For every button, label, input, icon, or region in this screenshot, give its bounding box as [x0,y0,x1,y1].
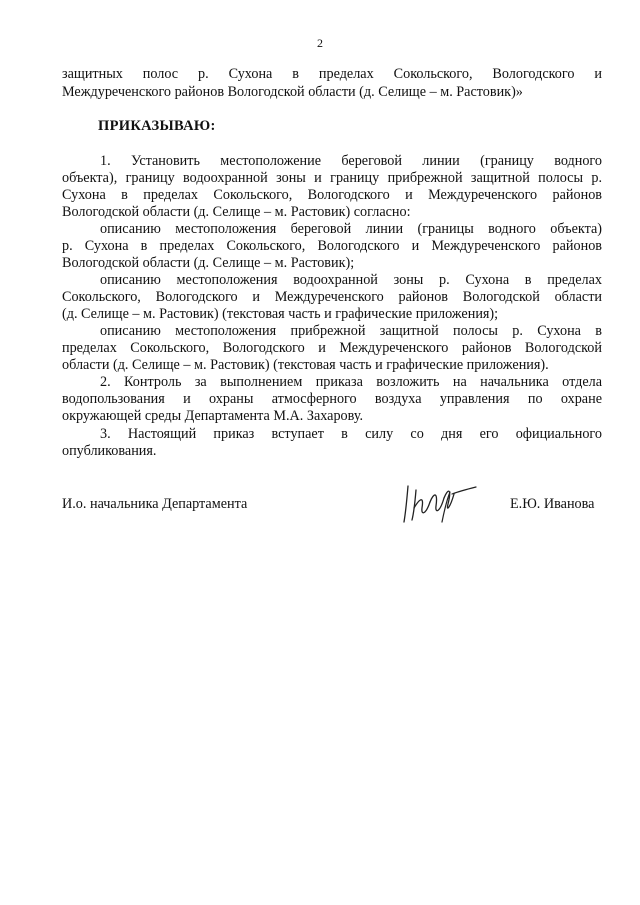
order-heading: ПРИКАЗЫВАЮ: [98,118,216,134]
description-2-line: описанию местоположения водоохранной зоны р. Сухона в пределах [100,272,602,288]
item-3-line: опубликования. [62,443,157,459]
description-1-line: Вологодской области (д. Селище – м. Растовик); [62,255,355,271]
handwritten-signature [398,478,478,526]
preamble-line: защитных полос р. Сухона в пределах Сокольского, Вологодского и [62,66,602,82]
item-1-line: Сухона в пределах Сокольского, Вологодского и Междуреченского районов [62,187,602,203]
preamble-line: Междуреченского районов Вологодской области (д. Селище – м. Растовик)» [62,84,523,100]
description-1-line: описанию местоположения береговой линии (границы водного объекта) [100,221,602,237]
description-1-line: р. Сухона в пределах Сокольского, Вологодского и Междуреченского районов [62,238,602,254]
description-3-line: области (д. Селище – м. Растовик) (текстовая часть и графические приложения). [62,357,549,373]
item-2-line: водопользования и охраны атмосферного воздуха управления по охране [62,391,602,407]
signatory-title: И.о. начальника Департамента [62,496,248,512]
signatory-name: Е.Ю. Иванова [510,496,595,512]
item-1-line: объекта), границу водоохранной зоны и границу прибрежной защитной полосы р. [62,170,602,186]
item-3-line: 3. Настоящий приказ вступает в силу со дня его официального [100,426,602,442]
item-1-line: Вологодской области (д. Селище – м. Растовик) согласно: [62,204,411,220]
item-1-line: 1. Установить местоположение береговой линии (границу водного [100,153,602,169]
description-2-line: (д. Селище – м. Растовик) (текстовая часть и графические приложения); [62,306,499,322]
description-2-line: Сокольского, Вологодского и Междуреченского районов Вологодской области [62,289,602,305]
description-3-line: описанию местоположения прибрежной защитной полосы р. Сухона в [100,323,602,339]
page-number: 2 [317,36,323,50]
item-2-line: окружающей среды Департамента М.А. Захарову. [62,408,364,424]
item-2-line: 2. Контроль за выполнением приказа возложить на начальника отдела [100,374,602,390]
description-3-line: пределах Сокольского, Вологодского и Междуреченского районов Вологодской [62,340,602,356]
